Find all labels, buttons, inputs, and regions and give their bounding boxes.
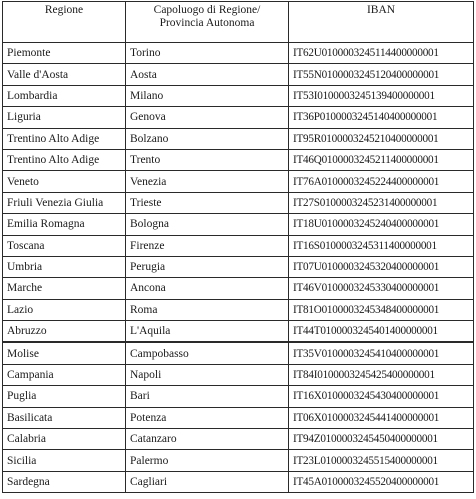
cell-capoluogo: Napoli: [126, 364, 289, 385]
cell-regione: Campania: [3, 364, 126, 385]
cell-regione: Abruzzo: [3, 321, 126, 343]
cell-regione: Valle d'Aosta: [3, 64, 126, 85]
table-row: [3, 214, 474, 235]
cell-regione: Liguria: [3, 107, 126, 128]
cell-iban: IT35V0100003245410400000001: [289, 342, 474, 364]
cell-iban: IT27S0100003245231400000001: [289, 192, 474, 213]
table-row: [3, 299, 474, 320]
cell-capoluogo: Aosta: [126, 64, 289, 85]
table-row: [3, 471, 474, 492]
cell-capoluogo: Ancona: [126, 278, 289, 299]
table-body: [3, 43, 474, 493]
cell-iban: IT46Q0100003245211400000001: [289, 149, 474, 170]
cell-capoluogo: Trento: [126, 149, 289, 170]
cell-regione: Lombardia: [3, 85, 126, 106]
cell-iban: IT16X0100003245430400000001: [289, 386, 474, 407]
cell-capoluogo: Firenze: [126, 235, 289, 256]
table-row: [3, 364, 474, 385]
cell-capoluogo: Bari: [126, 386, 289, 407]
cell-iban: IT44T0100003245401400000001: [289, 321, 474, 343]
cell-capoluogo: Bologna: [126, 214, 289, 235]
cell-iban: IT95R0100003245210400000001: [289, 128, 474, 149]
cell-iban: IT16S0100003245311400000001: [289, 235, 474, 256]
table-row: [3, 386, 474, 407]
cell-iban: IT55N0100003245120400000001: [289, 64, 474, 85]
cell-capoluogo: Perugia: [126, 256, 289, 277]
cell-regione: Puglia: [3, 386, 126, 407]
cell-capoluogo: L'Aquila: [126, 321, 289, 343]
cell-capoluogo: Trieste: [126, 192, 289, 213]
table-row: [3, 278, 474, 299]
cell-regione: Friuli Venezia Giulia: [3, 192, 126, 213]
table-row: [3, 128, 474, 149]
cell-iban: IT06X0100003245441400000001: [289, 407, 474, 428]
cell-capoluogo: Venezia: [126, 171, 289, 192]
header-row: [3, 2, 474, 43]
cell-regione: Molise: [3, 342, 126, 364]
cell-capoluogo: Roma: [126, 299, 289, 320]
cell-iban: IT84I0100003245425400000001: [289, 364, 474, 385]
cell-iban: IT76A0100003245224400000001: [289, 171, 474, 192]
cell-capoluogo: Bolzano: [126, 128, 289, 149]
header-capoluogo-line1: Capoluogo di Regione/: [153, 4, 261, 16]
table-row: [3, 85, 474, 106]
table-row: [3, 256, 474, 277]
header-regione: Regione: [3, 2, 126, 43]
cell-regione: Calabria: [3, 429, 126, 450]
cell-iban: IT81O0100003245348400000001: [289, 299, 474, 320]
cell-regione: Umbria: [3, 256, 126, 277]
table-row: [3, 107, 474, 128]
table-row: [3, 235, 474, 256]
table-row: [3, 171, 474, 192]
table-row: [3, 450, 474, 471]
cell-capoluogo: Campobasso: [126, 342, 289, 364]
table-row: [3, 64, 474, 85]
cell-regione: Lazio: [3, 299, 126, 320]
iban-table: [2, 1, 474, 493]
cell-regione: Basilicata: [3, 407, 126, 428]
header-iban: IBAN: [289, 2, 474, 43]
cell-regione: Piemonte: [3, 43, 126, 64]
cell-iban: IT07U0100003245320400000001: [289, 256, 474, 277]
cell-regione: Toscana: [3, 235, 126, 256]
cell-iban: IT36P0100003245140400000001: [289, 107, 474, 128]
cell-capoluogo: Genova: [126, 107, 289, 128]
cell-regione: Trentino Alto Adige: [3, 128, 126, 149]
cell-iban: IT53I0100003245139400000001: [289, 85, 474, 106]
cell-capoluogo: Milano: [126, 85, 289, 106]
cell-capoluogo: Palermo: [126, 450, 289, 471]
cell-capoluogo: Torino: [126, 43, 289, 64]
table-row: [3, 342, 474, 364]
header-capoluogo: [126, 2, 289, 43]
cell-regione: Sardegna: [3, 471, 126, 492]
cell-iban: IT62U0100003245114400000001: [289, 43, 474, 64]
cell-iban: IT18U0100003245240400000001: [289, 214, 474, 235]
table-row: [3, 321, 474, 343]
header-capoluogo-line2: Provincia Autonoma: [159, 17, 255, 29]
table-row: [3, 149, 474, 170]
cell-regione: Veneto: [3, 171, 126, 192]
table-header: [3, 2, 474, 43]
cell-iban: IT23L0100003245515400000001: [289, 450, 474, 471]
table-row: [3, 407, 474, 428]
cell-iban: IT94Z0100003245450400000001: [289, 429, 474, 450]
cell-capoluogo: Potenza: [126, 407, 289, 428]
table-row: [3, 429, 474, 450]
cell-regione: Emilia Romagna: [3, 214, 126, 235]
cell-capoluogo: Cagliari: [126, 471, 289, 492]
cell-regione: Trentino Alto Adige: [3, 149, 126, 170]
cell-regione: Sicilia: [3, 450, 126, 471]
cell-capoluogo: Catanzaro: [126, 429, 289, 450]
cell-iban: IT45A0100003245520400000001: [289, 471, 474, 492]
table-row: [3, 43, 474, 64]
cell-regione: Marche: [3, 278, 126, 299]
table-row: [3, 192, 474, 213]
cell-iban: IT46V0100003245330400000001: [289, 278, 474, 299]
